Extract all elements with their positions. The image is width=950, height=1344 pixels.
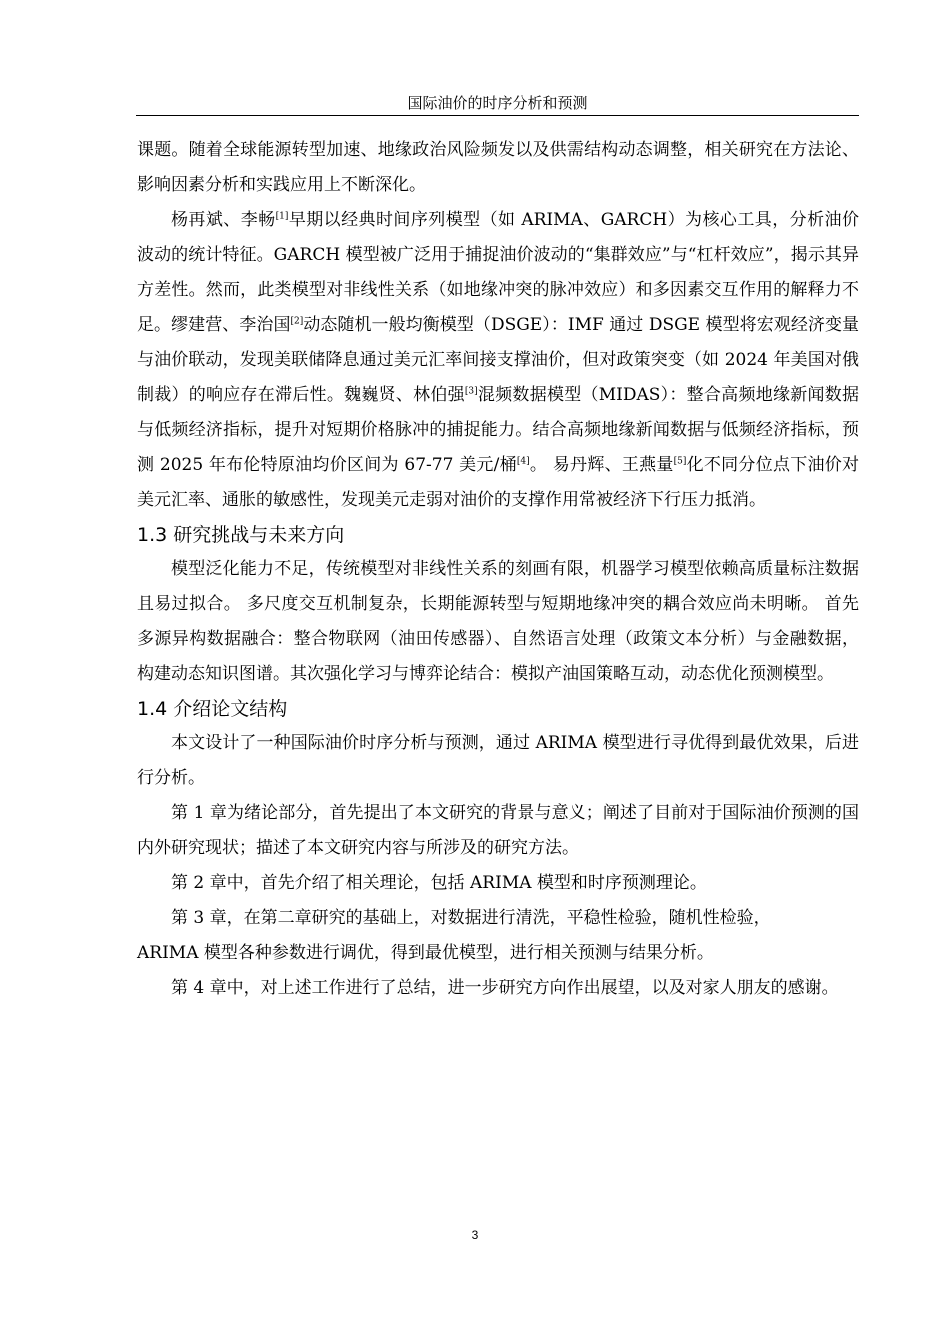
citation-3: [3]: [464, 386, 478, 397]
text-segment: 混频数据模型（MIDAS）：整合高频地缘新闻数据与低频经济指标，提升对短期价格脉冲的捕捉能力。结合高频地缘新闻数据与低频经济指标，预测 2025 年布伦特原油均价区间为 67-77 美元/桶: [137, 385, 859, 475]
text-segment: 早期以经典时间序列模型（如 ARIMA、GARCH）为核心工具，分析油价波动的统计特征。GARCH 模型被广泛用于捕捉油价波动的“集群效应”与“杠杆效应”，揭示其异方差性。然而，此类模型对非线性关系（如地缘冲突的脉冲效应）和多因素交互作用的解释力不足。缪建营、李治国: [137, 210, 859, 335]
section-heading-1-4: 1.4 介绍论文结构: [137, 698, 288, 720]
running-title: 国际油价的时序分析和预测: [407, 94, 588, 112]
paragraph-chapter-3: 第 3 章，在第二章研究的基础上，对数据进行清洗，平稳性检验，随机性检验，: [171, 908, 771, 928]
citation-5: [5]: [673, 456, 687, 467]
paragraph-chapter-3-continued: ARIMA 模型各种参数进行调优，得到最优模型，进行相关预测与结果分析。: [137, 943, 714, 963]
text-segment: 化不同分位点下油价对美元汇率、通胀的敏感性，发现美元走弱对油价的支撑作用常被经济下行压力抵消。: [137, 455, 860, 510]
citation-2: [2]: [290, 316, 304, 327]
page-number: 3: [471, 1228, 479, 1242]
citation-4: [4]: [516, 456, 530, 467]
body-text: [137, 133, 859, 1006]
paragraph-literature-review: [137, 203, 859, 518]
paragraph-continuation: 课题。随着全球能源转型加速、地缘政治风险频发以及供需结构动态调整，相关研究在方法论、影响因素分析和实践应用上不断深化。: [137, 140, 859, 195]
paragraph-challenges: 模型泛化能力不足，传统模型对非线性关系的刻画有限，机器学习模型依赖高质量标注数据且易过拟合。 多尺度交互机制复杂，长期能源转型与短期地缘冲突的耦合效应尚未明晰。 首先多源异构数据融合：整合物联网（油田传感器）、自然语言处理（政策文本分析）与金融数据，构建动态知识图谱。其次强化学习与博弈论结合：模拟产油国策略互动，动态优化预测模型。: [137, 559, 859, 684]
paragraph-structure-intro: 本文设计了一种国际油价时序分析与预测，通过 ARIMA 模型进行寻优得到最优效果，后进行分析。: [137, 733, 859, 788]
paragraph-chapter-2: 第 2 章中，首先介绍了相关理论，包括 ARIMA 模型和时序预测理论。: [171, 873, 707, 893]
section-heading-1-3: 1.3 研究挑战与未来方向: [137, 524, 345, 546]
text-segment: 。 易丹辉、王燕量: [529, 455, 674, 475]
text-segment: 杨再斌、李畅: [171, 210, 276, 230]
citation-1: [1]: [275, 211, 289, 222]
paragraph-chapter-1: 第 1 章为绪论部分，首先提出了本文研究的背景与意义；阐述了目前对于国际油价预测的国内外研究现状；描述了本文研究内容与所涉及的研究方法。: [137, 803, 859, 858]
page-header: [136, 93, 859, 116]
text-segment: 动态随机一般均衡模型（DSGE）：IMF 通过 DSGE 模型将宏观经济变量与油价联动，发现美联储降息通过美元汇率间接支撑油价，但对政策突变（如 2024 年美国对俄制裁）的响应存在滞后性。魏巍贤、林伯强: [137, 315, 859, 405]
paragraph-chapter-4: 第 4 章中，对上述工作进行了总结，进一步研究方向作出展望，以及对家人朋友的感谢。: [171, 978, 839, 998]
